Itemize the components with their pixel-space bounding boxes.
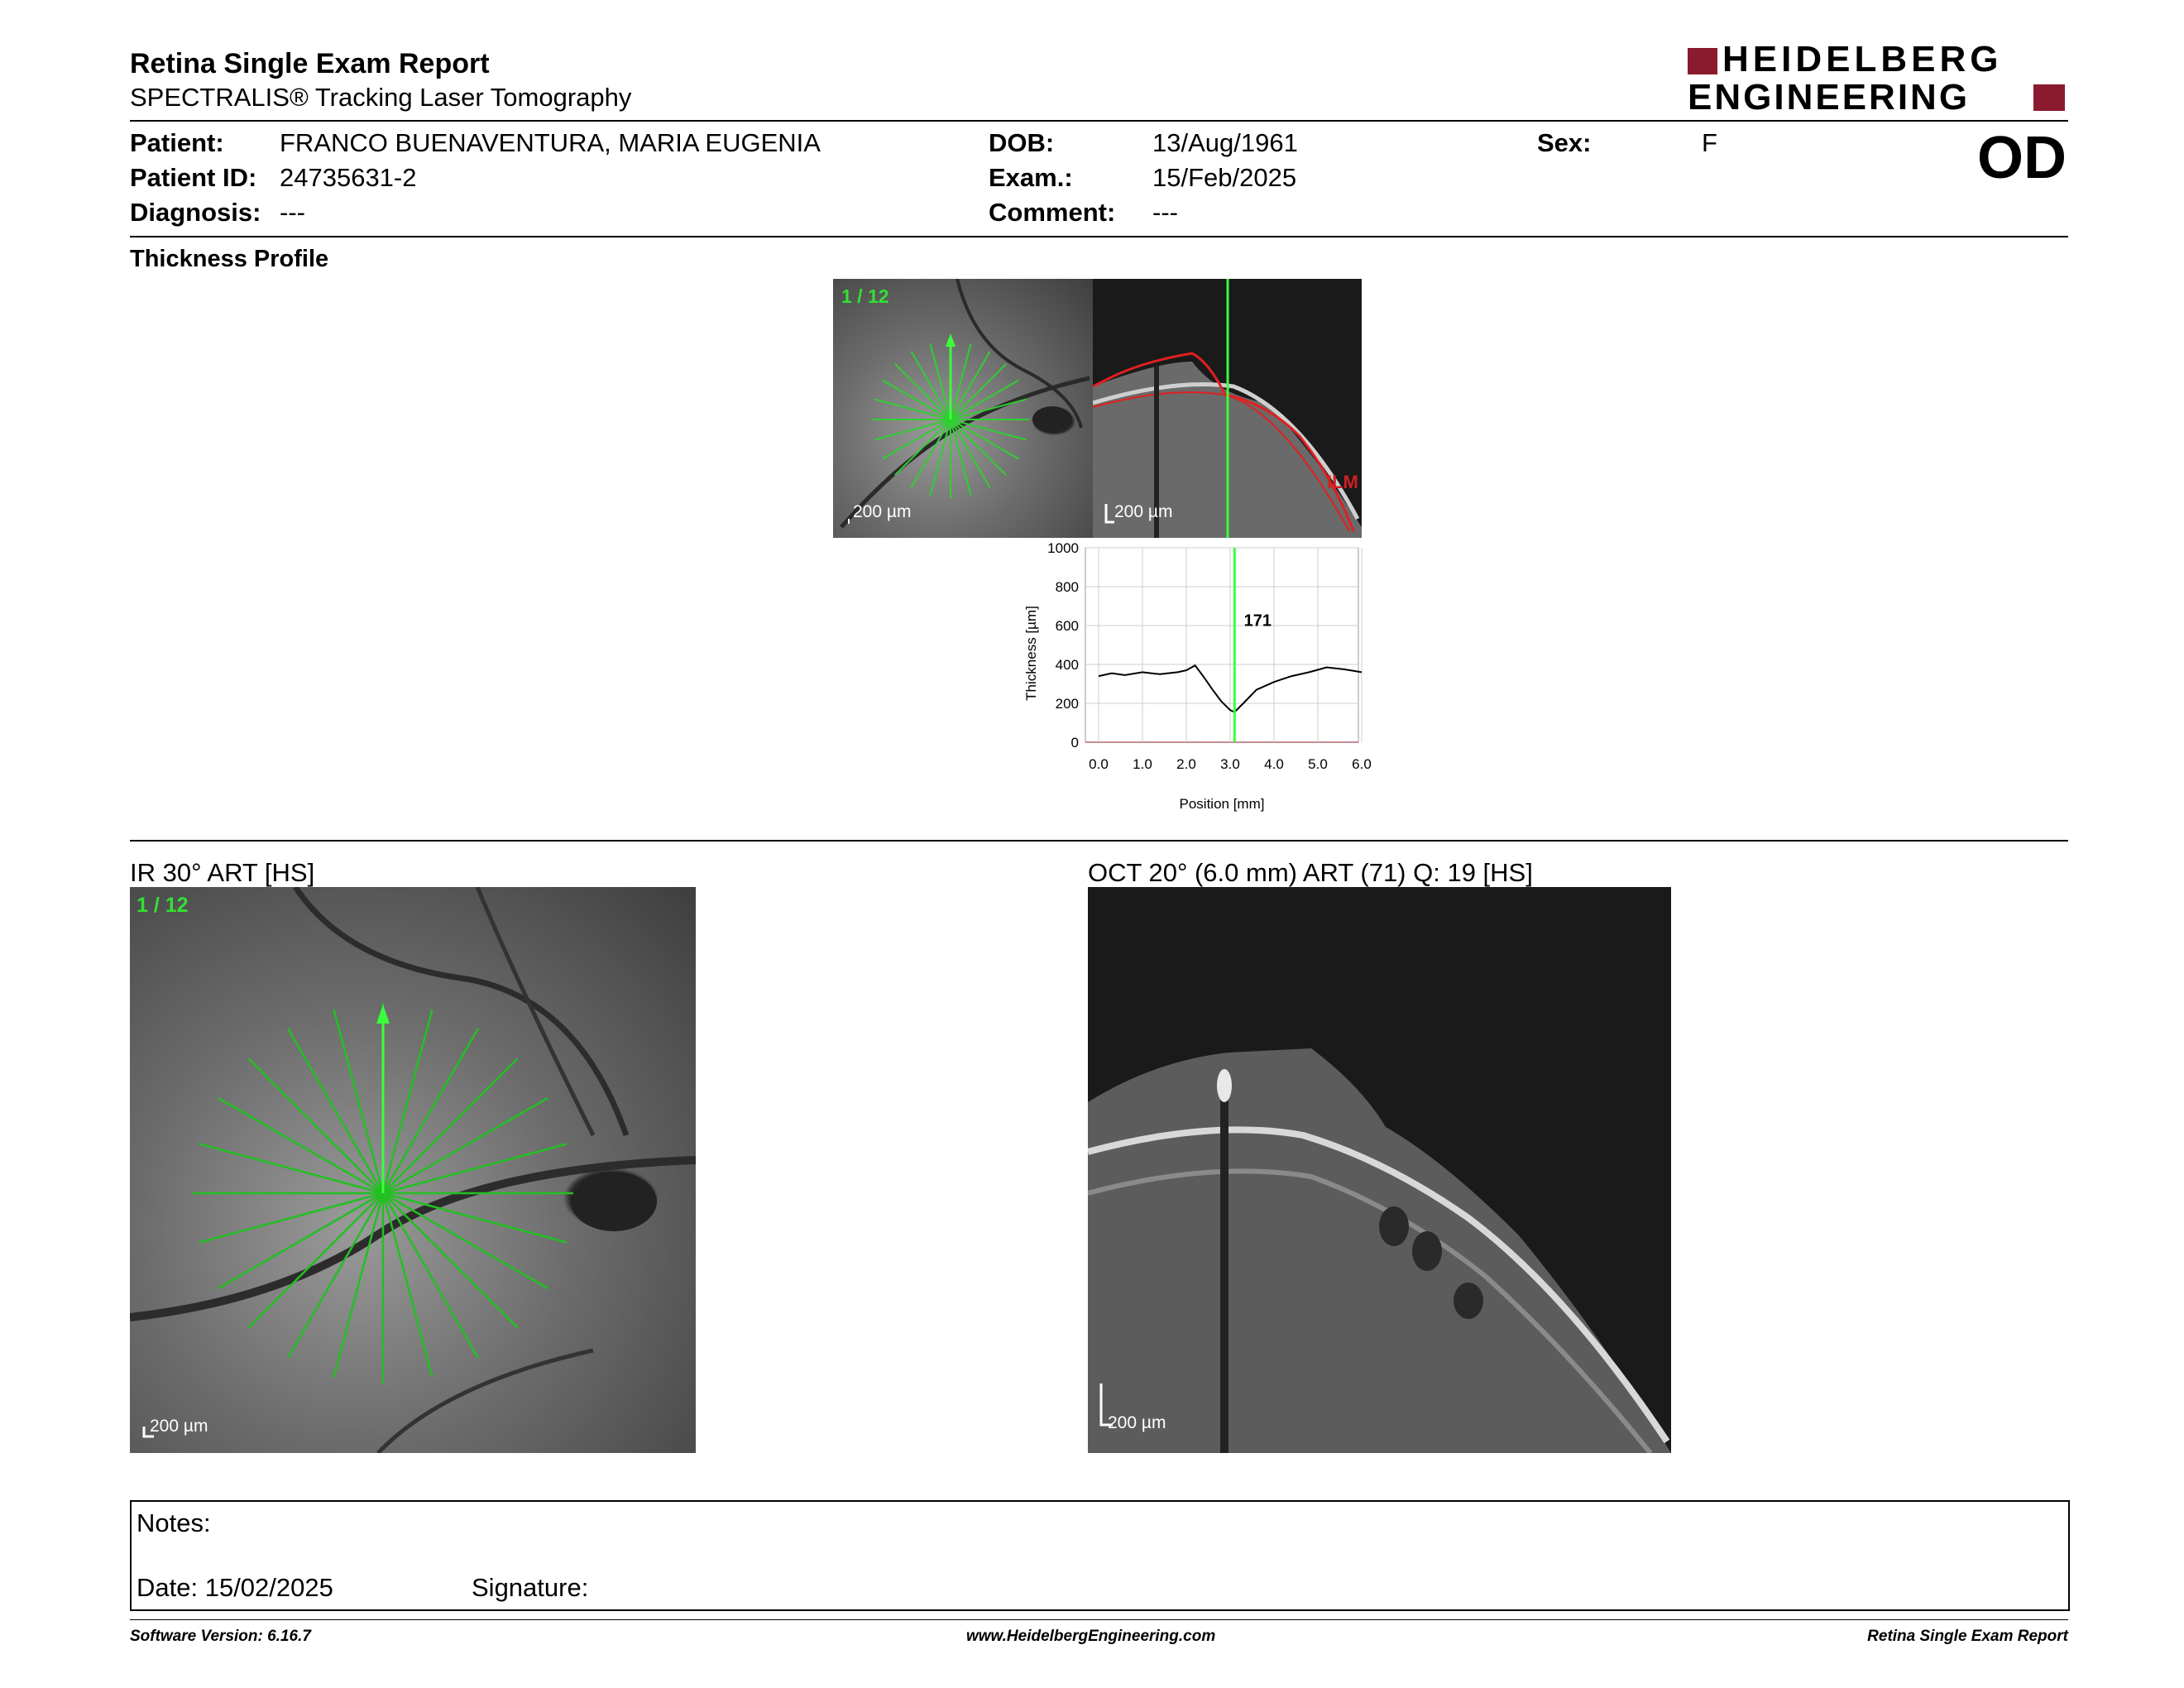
- ir-scan-index: 1 / 12: [136, 894, 189, 917]
- x-tick-label: 4.0: [1264, 756, 1284, 772]
- ilm-label: ILM: [1327, 472, 1358, 492]
- sex-label: Sex:: [1537, 128, 1592, 157]
- thumbnail-oct-scale-label: 200 µm: [1114, 502, 1173, 521]
- dob-label: DOB:: [989, 128, 1055, 157]
- comment-value: ---: [1152, 198, 1178, 227]
- exam-label: Exam.:: [989, 163, 1073, 192]
- ir-caption: IR 30° ART [HS]: [130, 858, 315, 887]
- patient-name: FRANCO BUENAVENTURA, MARIA EUGENIA: [280, 128, 821, 157]
- diagnosis-label: Diagnosis:: [130, 198, 261, 227]
- x-tick-label: 5.0: [1308, 756, 1328, 772]
- thumbnail-fundus-image: [833, 279, 1093, 538]
- x-axis-label: Position [mm]: [1179, 796, 1265, 812]
- logo-line2: ENGINEERING: [1688, 77, 1971, 117]
- cursor-value-label: 171: [1243, 611, 1272, 631]
- oct-scale-label: 200 µm: [1108, 1413, 1166, 1432]
- ir-fundus-image: [130, 887, 696, 1453]
- y-tick-label: 0: [1070, 735, 1079, 750]
- diagnosis-value: ---: [280, 198, 305, 227]
- comment-label: Comment:: [989, 198, 1116, 227]
- y-tick-label: 400: [1055, 657, 1079, 673]
- y-tick-label: 200: [1055, 696, 1079, 712]
- sex-value: F: [1702, 128, 1717, 157]
- date-label: Date: 15/02/2025: [136, 1573, 333, 1602]
- dob-value: 13/Aug/1961: [1152, 128, 1298, 157]
- thumbnail-oct-bscan: [1093, 279, 1362, 538]
- thumbnail-scan-index: 1 / 12: [841, 285, 889, 307]
- notes-box[interactable]: [130, 1500, 2070, 1611]
- logo-line1: HEIDELBERG: [1722, 39, 2003, 79]
- x-tick-label: 3.0: [1220, 756, 1240, 772]
- oct-caption: OCT 20° (6.0 mm) ART (71) Q: 19 [HS]: [1088, 858, 1533, 887]
- y-tick-label: 1000: [1047, 540, 1079, 556]
- thickness-profile-title: Thickness Profile: [130, 246, 329, 272]
- y-tick-label: 600: [1055, 618, 1079, 634]
- patient-id-label: Patient ID:: [130, 163, 257, 192]
- software-version: Software Version: 6.16.7: [130, 1628, 311, 1645]
- y-tick-label: 800: [1055, 579, 1079, 595]
- thumbnail-scale-label: 200 µm: [853, 502, 912, 521]
- x-tick-label: 6.0: [1352, 756, 1372, 772]
- patient-label: Patient:: [130, 128, 224, 157]
- x-tick-label: 0.0: [1089, 756, 1109, 772]
- report-subtitle: SPECTRALIS® Tracking Laser Tomography: [130, 83, 632, 112]
- y-axis-label: Thickness [µm]: [1023, 606, 1039, 701]
- x-tick-label: 2.0: [1176, 756, 1196, 772]
- ir-scale-label: 200 µm: [150, 1417, 208, 1436]
- patient-id-value: 24735631-2: [280, 163, 417, 192]
- x-tick-label: 1.0: [1133, 756, 1152, 772]
- signature-label: Signature:: [472, 1573, 589, 1602]
- exam-value: 15/Feb/2025: [1152, 163, 1297, 192]
- eye-laterality: OD: [1977, 125, 2067, 191]
- heidelberg-logo: [1688, 39, 2068, 117]
- footer-report-name: Retina Single Exam Report: [1867, 1628, 2068, 1645]
- notes-label: Notes:: [136, 1508, 211, 1537]
- website-link[interactable]: www.HeidelbergEngineering.com: [966, 1628, 1216, 1645]
- oct-bscan-image: [1088, 887, 1671, 1453]
- report-title: Retina Single Exam Report: [130, 48, 490, 79]
- thickness-chart: [1018, 538, 1373, 819]
